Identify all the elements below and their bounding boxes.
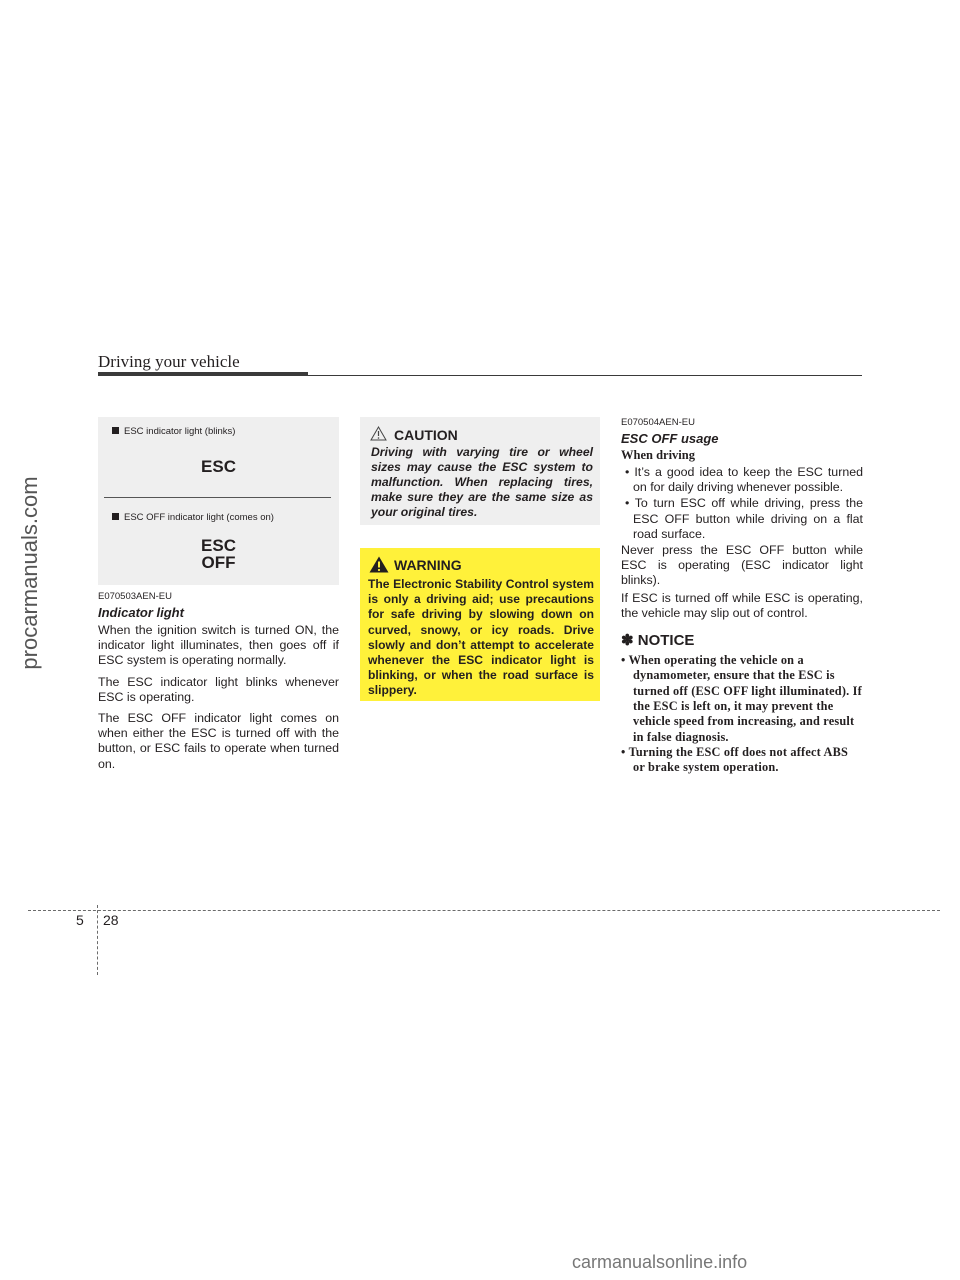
when-driving-heading: When driving: [621, 448, 695, 462]
footer-dashed-rule: [28, 910, 940, 911]
subhead-esc-off-usage: ESC OFF usage: [621, 431, 719, 446]
header-rule-thin: [308, 375, 862, 376]
notice-heading: [621, 631, 863, 649]
notice-asterisk-icon: ✽: [621, 632, 634, 650]
bottom-watermark: carmanualsonline.info: [572, 1252, 748, 1272]
warning-text: The Electronic Stability Control system is only a driving aid; use precautions for safe driving by slowing down on curved, snowy, or icy roads. Drive slowly and don’t attempt to accelerate whenever the ESC indicator light is blinking, or when the road surface is slippery.: [368, 577, 594, 698]
square-bullet-icon: [112, 513, 119, 520]
warning-box: [360, 548, 600, 701]
indicator-figure: [98, 417, 339, 585]
list-item: • Turning the ESC off does not affect ABS or brake system operation.: [621, 744, 849, 775]
caution-text: Driving with varying tire or wheel sizes may cause the ESC system to malfunction. When replacing tires, make sure they are the same size as your original tires.: [371, 445, 593, 519]
paragraph: The ESC OFF indicator light comes on when either the ESC is turned off with the button, or ESC fails to operate when turned on.: [98, 711, 339, 771]
chapter-number: 5: [76, 912, 84, 928]
header-rule-thick: [98, 372, 308, 376]
list-item: • It’s a good idea to keep the ESC turned on for daily driving whenever possible.: [625, 465, 863, 495]
esc-indicator-icon: ESC: [201, 457, 236, 476]
left-body: [98, 623, 339, 772]
esc-off-line1: ESC: [201, 536, 236, 555]
paragraph: The ESC indicator light blinks whenever ESC is operating.: [98, 674, 339, 704]
esc-off-indicator-icon: [98, 537, 339, 571]
right-body: [621, 543, 863, 621]
driving-bullets: [621, 465, 863, 542]
notice-list: [621, 653, 863, 775]
right-column: [621, 417, 863, 775]
footer-dashed-divider: [97, 905, 98, 975]
notice-title: NOTICE: [637, 632, 695, 650]
square-bullet-icon: [112, 427, 119, 434]
paragraph: When the ignition switch is turned ON, the indicator light illuminates, then goes off if ESC system is operating normally.: [98, 623, 339, 668]
figure-caption-comes-on: ESC OFF indicator light (comes on): [112, 512, 274, 523]
list-item: • When operating the vehicle on a dynamometer, ensure that the ESC is turned off (ESC OFF light illuminated). If the ESC is left on, it may prevent the vehicle speed from increasing, and result in false diagnosis.: [621, 653, 862, 744]
paragraph: Never press the ESC OFF button while ESC is operating (ESC indicator light blinks).: [621, 543, 863, 588]
section-code: E070503AEN-EU: [98, 591, 172, 602]
section-code: E070504AEN-EU: [621, 417, 695, 428]
paragraph: If ESC is turned off while ESC is operating, the vehicle may slip out of control.: [621, 590, 863, 620]
side-watermark: procarmanuals.com: [17, 476, 42, 670]
section-title: Driving your vehicle: [98, 352, 240, 371]
esc-off-line2: OFF: [201, 553, 236, 572]
figure-divider: [104, 497, 331, 498]
caution-title: CAUTION: [394, 427, 458, 443]
caution-box: [360, 417, 600, 525]
warning-title: WARNING: [394, 557, 462, 573]
caution-triangle-icon: [370, 426, 387, 441]
subhead-indicator-light: Indicator light: [98, 605, 184, 620]
list-item: • To turn ESC off while driving, press the ESC OFF button while driving on a flat road surface.: [625, 496, 863, 541]
warning-triangle-icon: [369, 556, 389, 573]
left-column: [98, 591, 339, 778]
figure-caption-blinks: ESC indicator light (blinks): [112, 426, 235, 437]
page-number: 28: [103, 912, 119, 928]
